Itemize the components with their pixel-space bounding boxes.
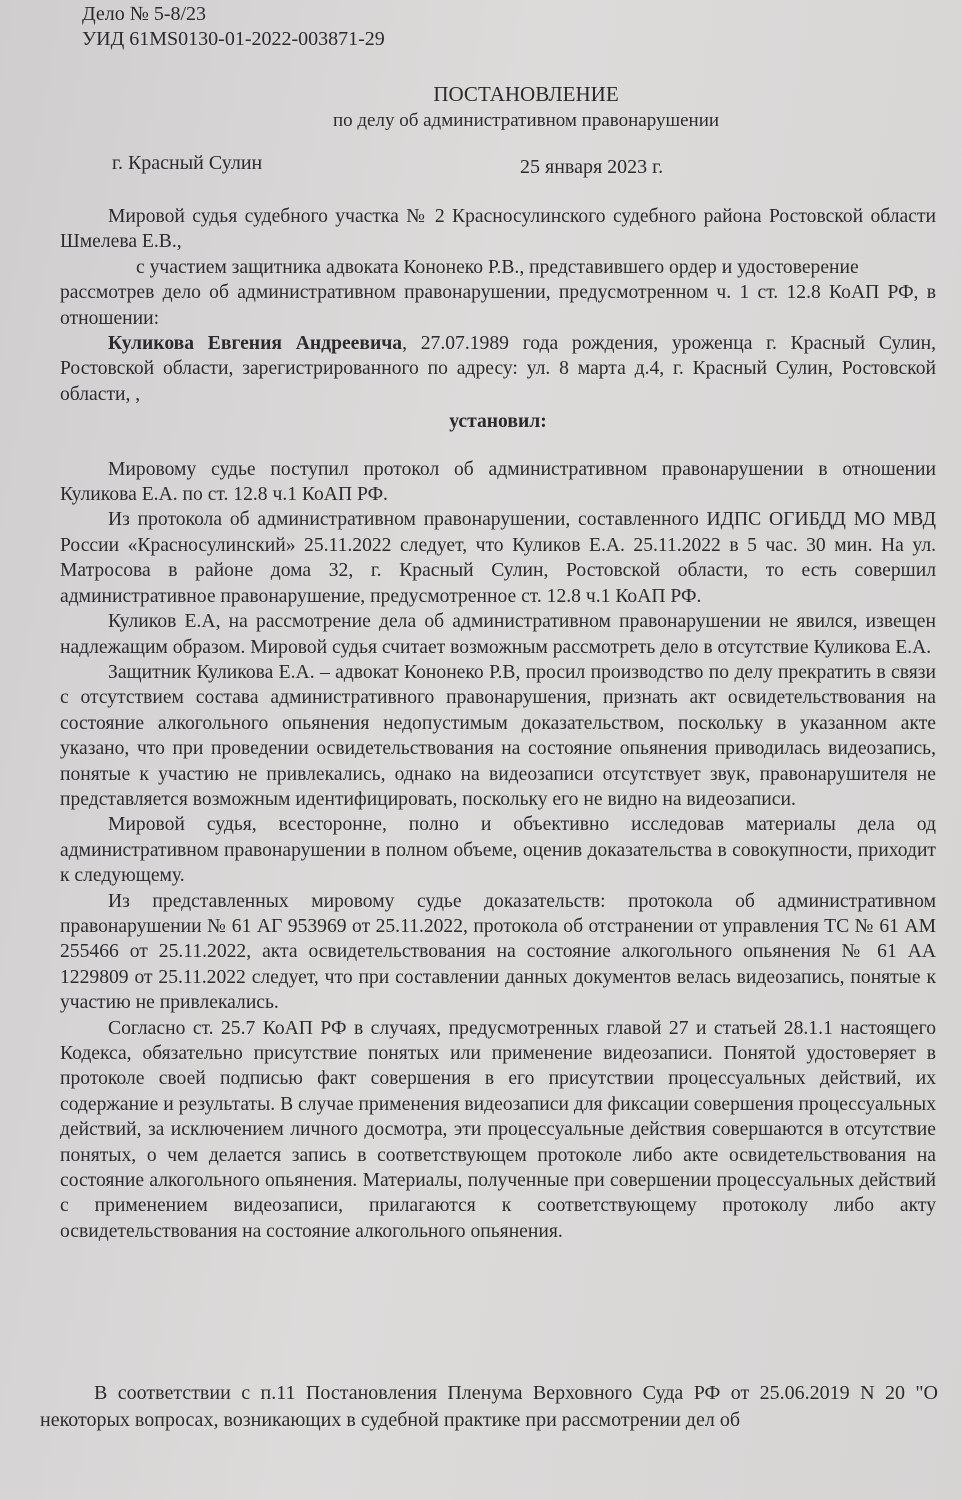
document-title: ПОСТАНОВЛЕНИЕ	[433, 82, 619, 106]
paragraph-defender-request: Защитник Куликова Е.А. – адвокат Кононеко Р.В, просил производство по делу прекратить в связи с отсутствием состава административного правонарушения, признать акт освидетельствования на состояние алкогольного опьянения недопустимым доказательством, поскольку в указанном акте указано, что при проведении освидетельствования на состояние опьянения приводилась видеозапись, понятые к участию не привлекались, однако на видеозаписи отсутствует звук, правонарушителя не представляется возможным идентифицировать, поскольку его не видно на видеозаписи.	[60, 661, 936, 810]
paragraph-article-25-7: Согласно ст. 25.7 КоАП РФ в случаях, предусмотренных главой 27 и статьей 28.1.1 настоящего Кодекса, обязательно присутствие понятых или применение видеозаписи. Понятой удостоверяет в протоколе своей подписью факт совершения в его присутствии процессуальных действий, их содержание и результаты. В случае применения видеозаписи для фиксации совершения процессуальных действий, за исключением личного досмотра, эти процессуальные действия совершаются в отсутствие понятых, о чем делается запись в соответствующем протоколе либо акте освидетельствования на состояние алкогольного опьянения. Материалы, полученные при совершении процессуальных действий с применением видеозаписи, прилагаются к соответствующему протоколу либо акту освидетельствования на состояние алкогольного опьянения.	[60, 1017, 936, 1242]
paragraph-judge-examined: Мировой судья, всесторонне, полно и объективно исследовав материалы дела од административном правонарушении в полном объеме, оценив доказательства в совокупности, приходит к следующему.	[60, 814, 936, 887]
section-heading-ustanovil: установил:	[449, 411, 547, 433]
document-subtitle: по делу об административном правонарушении	[332, 110, 720, 131]
document-body	[60, 204, 936, 1244]
paragraph-evidence: Из представленных мировому судье доказательств: протокола об административном правонарушении № 61 АГ 953969 от 25.11.2022, протокола об отстранении от управления ТС № 61 АМ 255466 от 25.11.2022, акта освидетельствования на состояние алкогольного опьянения № 61 АА 1229809 от 25.11.2022 следует, что при составлении данных документов велась видеозапись, понятые к участию не привлекались.	[60, 890, 936, 1014]
case-uid: УИД 61MS0130-01-2022-003871-29	[82, 28, 385, 50]
paragraph-considered: рассмотрев дело об административном правонарушении, предусмотренном ч. 1 ст. 12.8 КоАП РФ, в отношении:	[60, 282, 936, 329]
date: 25 января 2023 г.	[520, 156, 664, 178]
person-name: Куликова Евгения Андреевича	[108, 333, 403, 355]
paragraph-judge: Мировой судья судебного участка № 2 Красносулинского судебного района Ростовской области Шмелева Е.В.,	[60, 206, 936, 253]
paragraph-plenum: В соответствии с п.11 Постановления Пленума Верховного Суда РФ от 25.06.2019 N 20 "О некоторых вопросах, возникающих в судебной практике при рассмотрении дел об	[40, 1382, 938, 1431]
person-details: , 27.07.1989 года рождения, уроженца г. Красный Сулин, Ростовской области, зарегистрированного по адресу: ул. 8 марта д.4, г. Красный Сулин, Ростовской области, ,	[60, 333, 936, 405]
paragraph-protocol-received: Мировому судье поступил протокол об административном правонарушении в отношении Куликова Е.А. по ст. 12.8 ч.1 КоАП РФ.	[60, 458, 936, 506]
place: г. Красный Сулин	[112, 152, 263, 174]
case-number: Дело № 5-8/23	[82, 3, 207, 25]
paragraph-defender: с участием защитника адвоката Кононеко Р.В., представившего ордер и удостоверение	[136, 256, 859, 278]
document-tail	[40, 1380, 938, 1434]
paragraph-protocol-contents: Из протокола об административном правонарушении, составленного ИДПС ОГИБДД МО МВД России «Красносулинский» 25.11.2022 следует, что Куликов Е.А. 25.11.2022 в 5 час. 30 мин. На ул. Матросова в районе дома 32, г. Красный Сулин, Ростовской области, то есть совершил административное правонарушение, предусмотренное ст. 12.8 ч.1 КоАП РФ.	[60, 509, 936, 607]
paragraph-absence: Куликов Е.А, на рассмотрение дела об административном правонарушении не явился, извещен надлежащим образом. Мировой судья считает возможным рассмотреть дело в отсутствие Куликова Е.А.	[60, 611, 936, 658]
paragraph-person	[60, 331, 936, 407]
case-header	[82, 2, 385, 52]
